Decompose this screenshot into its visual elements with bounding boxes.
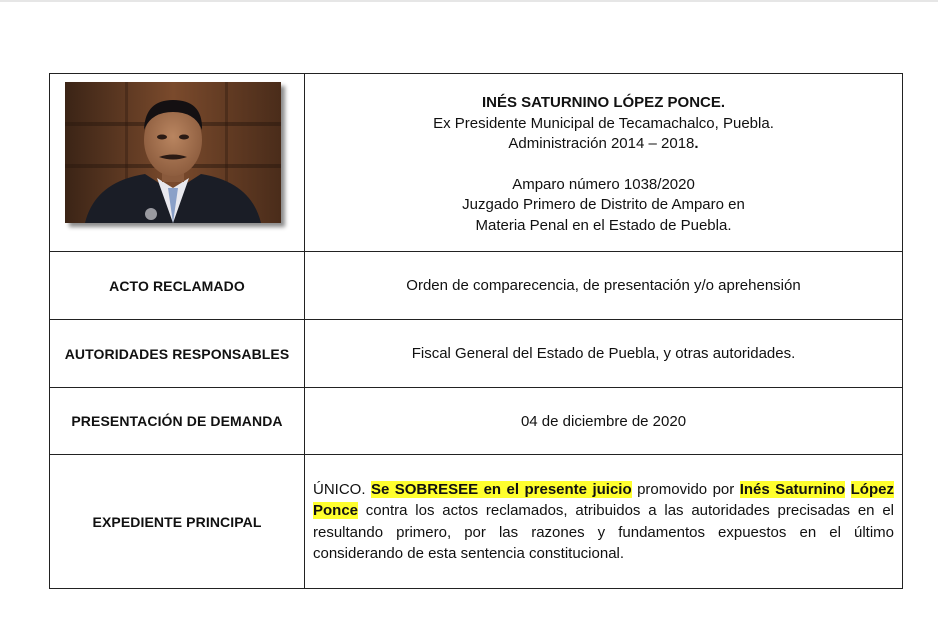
amparo-number: Amparo número 1038/2020 (512, 175, 695, 193)
row-value-acto: Orden de comparecencia, de presentación y/o aprehensión (305, 252, 903, 320)
resolution-text (305, 479, 902, 565)
portrait-photo (65, 82, 281, 223)
administration-period (305, 134, 902, 155)
resolution-mid: promovido por (631, 480, 740, 498)
row-label-presentacion: PRESENTACIÓN DE DEMANDA (50, 388, 305, 455)
resolution-name-part1: Inés Saturnino (739, 480, 846, 498)
resolution-cell (305, 455, 903, 589)
row-label-acto: ACTO RECLAMADO (50, 252, 305, 320)
administration-text: Administración 2014 – 2018 (508, 135, 695, 152)
court-line-2: Materia Penal en el Estado de Puebla. (475, 216, 732, 234)
row-label-expediente: EXPEDIENTE PRINCIPAL (50, 455, 305, 589)
table-row (50, 252, 903, 320)
defendant-name: INÉS SATURNINO LÓPEZ PONCE. (481, 94, 726, 111)
resolution-highlight: Se SOBRESEE en el presente juicio (370, 480, 632, 498)
header-row (50, 74, 903, 252)
resolution-prefix: ÚNICO. (313, 480, 371, 498)
case-summary-table (49, 73, 903, 589)
table-row (50, 320, 903, 388)
row-label-autoridades: AUTORIDADES RESPONSABLES (50, 320, 305, 388)
resolution-rest: contra los actos reclamados, atribuidos a las autoridades precisadas en el resultando primero, por las razones y fundamentos expuestos en el último considerando de esta sentencia constitucional. (313, 502, 894, 562)
header-info-cell (305, 74, 903, 252)
former-position: Ex Presidente Municipal de Tecamachalco, Puebla. (433, 114, 774, 132)
top-rule (0, 0, 938, 2)
photo-cell (50, 74, 305, 252)
table-row (50, 455, 903, 589)
table-row (50, 388, 903, 455)
row-value-presentacion: 04 de diciembre de 2020 (305, 388, 903, 455)
resolution-name-part2: López Ponce (313, 480, 894, 519)
row-value-autoridades: Fiscal General del Estado de Puebla, y otras autoridades. (305, 320, 903, 388)
administration-period-dot: . (694, 135, 699, 152)
court-line-1: Juzgado Primero de Distrito de Amparo en (462, 196, 745, 213)
